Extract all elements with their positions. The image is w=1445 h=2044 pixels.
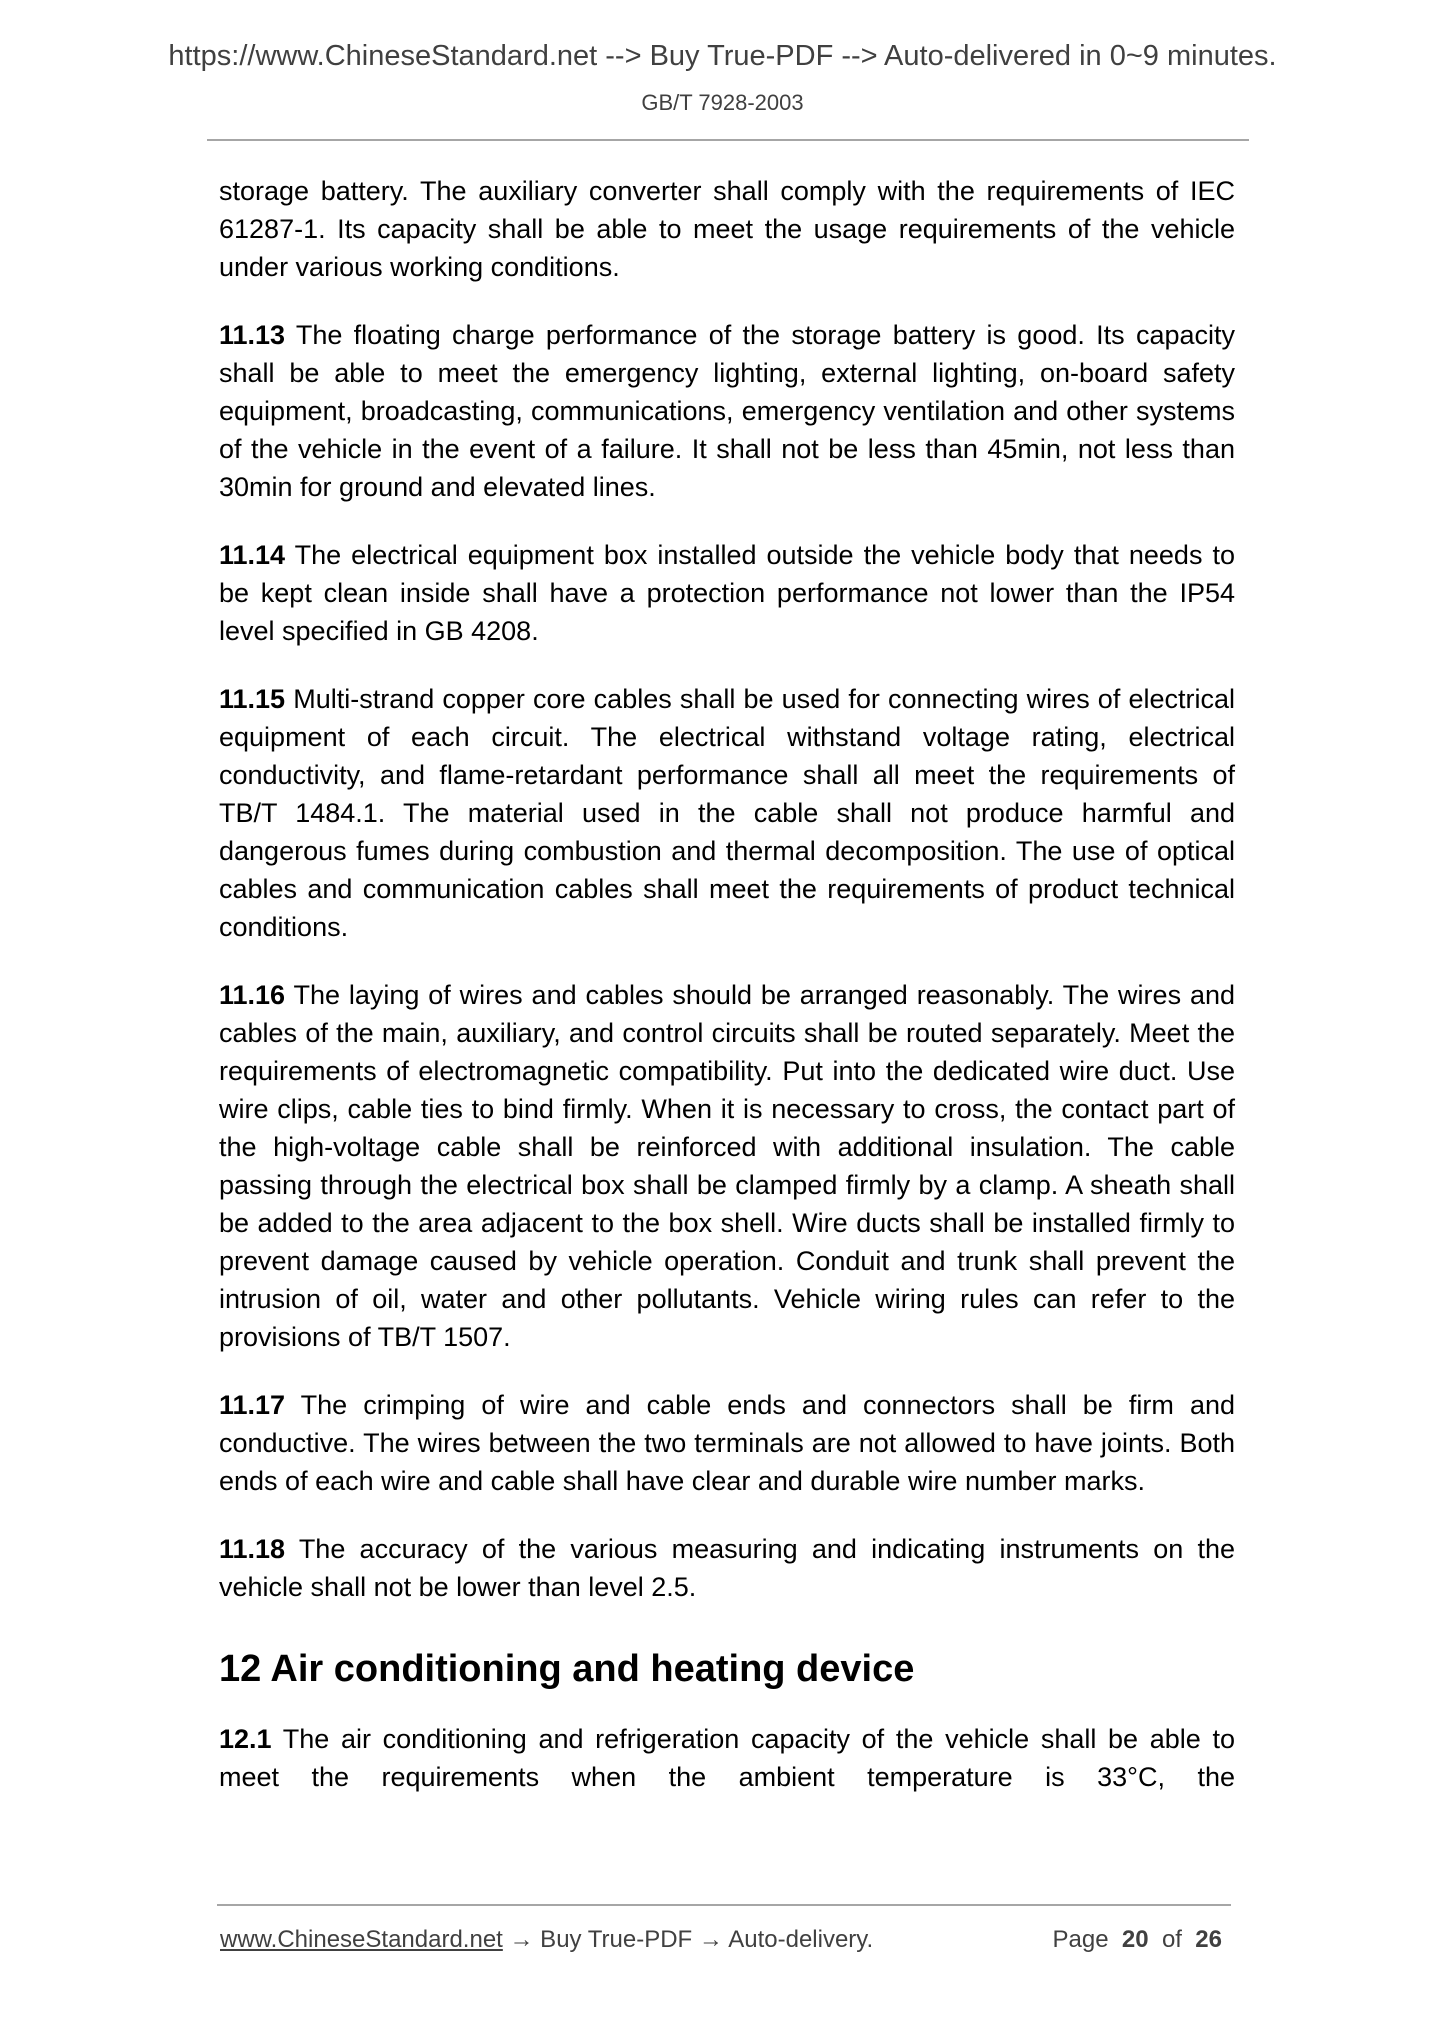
clause-number: 11.18 xyxy=(219,1534,286,1564)
page-indicator xyxy=(1052,1926,1222,1954)
clause-text: The air conditioning and refrigeration capacity of the vehicle shall be able to meet the requirements when the ambient temperature is 33°C, the xyxy=(219,1724,1235,1792)
clause-number: 11.14 xyxy=(219,540,286,570)
clause-text: The electrical equipment box installed outside the vehicle body that needs to be kept clean inside shall have a protection performance not lower than the IP54 level specified in GB 4208. xyxy=(219,540,1235,646)
clause-number: 11.15 xyxy=(219,684,286,714)
clause-11-14 xyxy=(219,536,1235,650)
page-content xyxy=(219,172,1235,1826)
standard-id: GB/T 7928-2003 xyxy=(641,90,804,115)
clause-11-18 xyxy=(219,1530,1235,1606)
of-label: of xyxy=(1161,1926,1182,1953)
clause-number: 11.17 xyxy=(219,1390,286,1420)
clause-text: The laying of wires and cables should be arranged reasonably. The wires and cables of the main, auxiliary, and control circuits shall be routed separately. Meet the requirements of electromagnetic compatibility. Put into the dedicated wire duct. Use wire clips, cable ties to bind firmly. When it is necessary to cross, the contact part of the high-voltage cable shall be reinforced with additional insulation. The cable passing through the electrical box shall be clamped firmly by a clamp. A sheath shall be added to the area adjacent to the box shell. Wire ducts shall be installed firmly to prevent damage caused by vehicle operation. Conduit and trunk shall prevent the intrusion of oil, water and other pollutants. Vehicle wiring rules can refer to the provisions of TB/T 1507. xyxy=(219,980,1235,1352)
clause-text: The floating charge performance of the storage battery is good. Its capacity shall be able to meet the emergency lighting, external lighting, on-board safety equipment, broadcasting, communications, emergency ventilation and other systems of the vehicle in the event of a failure. It shall not be less than 45min, not less than 30min for ground and elevated lines. xyxy=(219,320,1235,502)
clause-11-13 xyxy=(219,316,1235,506)
header-banner: https://www.ChineseStandard.net --> Buy True-PDF --> Auto-delivered in 0~9 minutes. xyxy=(168,40,1277,72)
clause-11-15 xyxy=(219,680,1235,946)
page-total: 26 xyxy=(1195,1926,1222,1953)
clause-number: 12.1 xyxy=(219,1724,272,1754)
footer-link[interactable]: www.ChineseStandard.net xyxy=(220,1926,503,1953)
clause-11-17 xyxy=(219,1386,1235,1500)
clause-11-16 xyxy=(219,976,1235,1356)
clause-text: The crimping of wire and cable ends and connectors shall be firm and conductive. The wires between the two terminals are not allowed to have joints. Both ends of each wire and cable shall have clear and durable wire number marks. xyxy=(219,1390,1235,1496)
clause-text: Multi-strand copper core cables shall be used for connecting wires of electrical equipment of each circuit. The electrical withstand voltage rating, electrical conductivity, and flame-retardant performance shall all meet the requirements of TB/T 1484.1. The material used in the cable shall not produce harmful and dangerous fumes during combustion and thermal decomposition. The use of optical cables and communication cables shall meet the requirements of product technical conditions. xyxy=(219,684,1235,942)
footer-text: → Buy True-PDF → Auto-delivery. xyxy=(502,1926,874,1953)
paragraph-continued: storage battery. The auxiliary converter shall comply with the requirements of IEC 61287-1. Its capacity shall be able to meet the usage requirements of the vehicle under various working conditions. xyxy=(219,176,1235,282)
clause-number: 11.13 xyxy=(219,320,286,350)
clause-number: 11.16 xyxy=(219,980,286,1010)
clause-12-1 xyxy=(219,1720,1235,1796)
footer xyxy=(220,1926,1230,1954)
header-divider xyxy=(207,139,1249,141)
section-heading: 12 Air conditioning and heating device xyxy=(219,1648,915,1690)
footer-divider xyxy=(217,1904,1231,1906)
clause-text: The accuracy of the various measuring and indicating instruments on the vehicle shall not be lower than level 2.5. xyxy=(219,1534,1235,1602)
page-label: Page xyxy=(1052,1926,1109,1953)
page-number: 20 xyxy=(1121,1926,1149,1953)
